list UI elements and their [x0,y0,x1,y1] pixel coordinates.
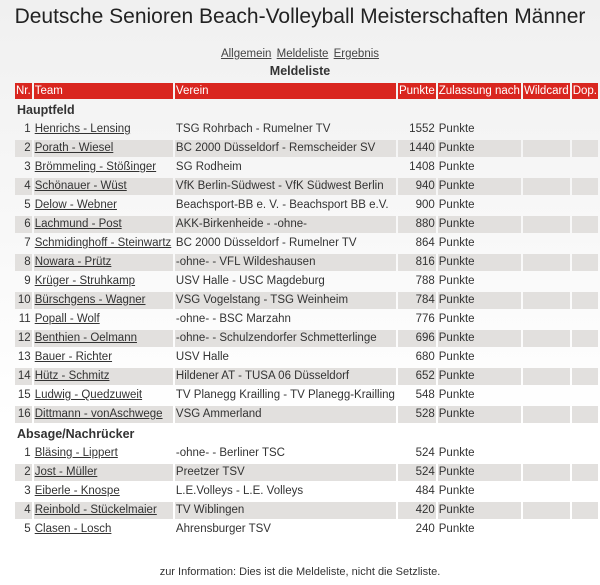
cell-zulassung: Punkte [438,330,521,347]
cell-dop [572,197,598,214]
cell-verein: Beachsport-BB e. V. - Beachsport BB e.V. [175,199,389,211]
cell-team [34,292,173,309]
cell-verein: BC 2000 Düsseldorf - Remscheider SV [175,140,396,157]
cell-punkte: 784 [398,292,436,309]
cell-punkte: 1552 [409,123,435,135]
col-header-punkte: Punkte [398,85,435,97]
cell-nr: 10 [15,292,32,309]
nav-link-allgemein[interactable]: Allgemein [220,48,272,60]
col-header-verein: Verein [175,83,396,99]
cell-wildcard [523,140,570,157]
cell-wildcard [523,216,570,233]
cell-verein: VfK Berlin-Südwest - VfK Südwest Berlin [175,178,396,195]
cell-team [34,273,173,290]
cell-punkte: 1440 [398,140,436,157]
team-link[interactable]: Delow - Webner [34,199,117,211]
table-row [15,368,598,385]
team-link[interactable]: Bauer - Richter [34,351,113,363]
table-row [15,235,598,252]
cell-verein: VSG Vogelstang - TSG Weinheim [175,292,396,309]
cell-team [34,197,173,214]
cell-nr: 4 [15,178,32,195]
nav-link-meldeliste[interactable]: Meldeliste [276,48,329,60]
cell-verein: USV Halle [175,351,229,363]
team-link[interactable]: Brömmeling - Stößinger [34,161,157,173]
cell-team [34,159,173,176]
cell-nr: 4 [15,502,32,519]
cell-punkte: 652 [398,368,436,385]
cell-nr: 15 [17,389,31,401]
cell-zulassung: Punkte [438,161,475,173]
cell-wildcard [523,121,570,138]
table-row [15,254,598,271]
cell-punkte: 900 [415,199,435,211]
cell-verein: Preetzer TSV [175,464,396,481]
team-link[interactable]: Schmidinghoff - Steinwartz [34,237,172,249]
cell-nr: 7 [24,237,31,249]
table-row [15,140,598,157]
cell-wildcard [523,483,570,500]
cell-nr: 8 [15,254,32,271]
nav-links [0,47,600,62]
cell-punkte: 864 [415,237,435,249]
cell-punkte: 240 [415,523,435,535]
cell-verein: Hildener AT - TUSA 06 Düsseldorf [175,368,396,385]
cell-dop [572,273,598,290]
cell-dop [572,159,598,176]
page-title: Deutsche Senioren Beach-Volleyball Meisterschaften Männer [14,5,586,28]
cell-team [34,178,173,195]
cell-nr: 9 [24,275,31,287]
cell-dop [572,121,598,138]
cell-nr: 14 [15,368,32,385]
cell-punkte: 524 [398,464,436,481]
table-row [15,216,598,233]
table-row [15,330,598,347]
team-link[interactable]: Ludwig - Quedzuweit [34,389,143,401]
cell-team [34,121,173,138]
cell-verein: USV Halle - USC Magdeburg [175,275,325,287]
col-header-wildcard: Wildcard [523,85,569,97]
table-row [15,121,598,138]
cell-wildcard [523,311,570,328]
cell-punkte: 548 [415,389,435,401]
team-link[interactable]: Eiberle - Knospe [34,485,120,497]
cell-dop [572,235,598,252]
cell-punkte: 1408 [409,161,435,173]
cell-verein: TV Planegg Krailling - TV Planegg-Krailling [175,389,395,401]
cell-nr: 3 [24,161,31,173]
table-row [15,464,598,481]
cell-dop [572,311,598,328]
cell-wildcard [523,387,570,404]
table-row [15,292,598,309]
cell-punkte: 776 [415,313,435,325]
cell-wildcard [523,521,570,538]
cell-dop [572,445,598,462]
cell-zulassung: Punkte [438,292,521,309]
section-title: Absage/Nachrücker [17,426,135,441]
cell-team [34,235,173,252]
table-row [15,273,598,290]
team-link[interactable]: Clasen - Losch [34,523,112,535]
team-link[interactable]: Henrichs - Lensing [34,123,131,135]
team-link[interactable]: Reinbold - Stückelmaier [34,504,157,516]
table-row [15,349,598,366]
cell-dop [572,216,598,233]
team-link[interactable]: Dittmann - vonAschwege [34,408,163,420]
cell-wildcard [523,445,570,462]
team-link[interactable]: Bürschgens - Wagner [34,294,146,306]
footer-note: zur Information: Dies ist die Meldeliste, nicht die Setzliste. [159,566,441,578]
cell-wildcard [523,159,570,176]
cell-zulassung: Punkte [438,178,521,195]
cell-dop [572,368,598,385]
cell-wildcard [523,197,570,214]
cell-team [34,483,173,500]
col-header-team: Team [34,83,173,99]
cell-wildcard [523,464,570,481]
cell-zulassung: Punkte [438,523,475,535]
cell-zulassung: Punkte [438,237,475,249]
cell-dop [572,349,598,366]
cell-punkte: 484 [415,485,435,497]
cell-dop [572,292,598,309]
cell-nr: 2 [15,464,32,481]
cell-dop [572,330,598,347]
table-row [15,311,598,328]
cell-nr: 16 [15,406,32,423]
cell-wildcard [523,292,570,309]
cell-zulassung: Punkte [438,464,521,481]
cell-nr: 5 [24,523,31,535]
cell-zulassung: Punkte [438,216,521,233]
cell-nr: 11 [18,313,31,325]
cell-team [34,330,173,347]
cell-zulassung: Punkte [438,123,475,135]
cell-team [34,254,173,271]
cell-wildcard [523,273,570,290]
cell-punkte: 940 [398,178,436,195]
cell-nr: 3 [24,485,31,497]
cell-team [34,502,173,519]
cell-dop [572,521,598,538]
cell-zulassung: Punkte [438,140,521,157]
cell-nr: 12 [15,330,32,347]
cell-team [34,216,173,233]
nav-link-ergebnis[interactable]: Ergebnis [333,48,380,60]
cell-dop [572,464,598,481]
table-row [15,406,598,423]
cell-wildcard [523,349,570,366]
cell-zulassung: Punkte [438,406,521,423]
cell-nr: 2 [15,140,32,157]
cell-verein: -ohne- - Schulzendorfer Schmetterlinge [175,330,396,347]
cell-team [34,406,173,423]
cell-team [34,464,173,481]
col-header-nr: Nr. [16,85,31,97]
cell-verein: TSG Rohrbach - Rumelner TV [175,123,331,135]
cell-nr: 1 [24,447,31,459]
cell-verein: L.E.Volleys - L.E. Volleys [175,485,304,497]
cell-verein: TV Wiblingen [175,502,396,519]
team-link[interactable]: Popall - Wolf [34,313,100,325]
cell-wildcard [523,178,570,195]
cell-zulassung: Punkte [438,351,475,363]
cell-team [34,349,173,366]
cell-verein: VSG Ammerland [175,406,396,423]
table-row [15,159,598,176]
cell-zulassung: Punkte [438,502,521,519]
cell-punkte: 524 [415,447,435,459]
cell-zulassung: Punkte [438,447,475,459]
cell-zulassung: Punkte [438,389,475,401]
cell-team [34,387,173,404]
cell-punkte: 880 [398,216,436,233]
cell-dop [572,502,598,519]
cell-zulassung: Punkte [438,254,521,271]
cell-punkte: 420 [398,502,436,519]
cell-team [34,140,173,157]
cell-zulassung: Punkte [438,275,475,287]
col-header-zulassung: Zulassung nach [438,85,520,97]
cell-punkte: 680 [415,351,435,363]
cell-zulassung: Punkte [438,368,521,385]
table-row [15,387,598,404]
cell-dop [572,406,598,423]
cell-zulassung: Punkte [438,485,475,497]
cell-team [34,445,173,462]
registration-table [13,81,600,540]
cell-zulassung: Punkte [438,313,475,325]
table-header-row [15,83,598,99]
cell-nr: 1 [24,123,31,135]
cell-wildcard [523,368,570,385]
cell-verein: -ohne- - BSC Marzahn [175,313,291,325]
team-link[interactable]: Nowara - Prütz [34,256,112,268]
cell-verein: AKK-Birkenheide - -ohne- [175,216,396,233]
section-title: Hauptfeld [17,102,75,117]
cell-dop [572,140,598,157]
cell-dop [572,483,598,500]
cell-zulassung: Punkte [438,199,475,211]
cell-team [34,368,173,385]
cell-dop [572,178,598,195]
team-link[interactable]: Hütz - Schmitz [34,370,110,382]
cell-nr: 13 [17,351,31,363]
cell-punkte: 788 [415,275,435,287]
cell-wildcard [523,254,570,271]
table-row [15,483,598,500]
cell-team [34,311,173,328]
cell-verein: Ahrensburger TSV [175,523,271,535]
cell-verein: BC 2000 Düsseldorf - Rumelner TV [175,237,357,249]
team-link[interactable]: Jost - Müller [34,466,98,478]
team-link[interactable]: Lachmund - Post [34,218,122,230]
team-link[interactable]: Bläsing - Lippert [34,447,118,459]
cell-wildcard [523,502,570,519]
table-row [15,178,598,195]
table-row [15,197,598,214]
col-header-dop: Dop. [572,85,597,97]
cell-wildcard [523,406,570,423]
team-link[interactable]: Porath - Wiesel [34,142,114,154]
section-header-row [15,425,598,443]
cell-dop [572,254,598,271]
team-link[interactable]: Benthien - Oelmann [34,332,137,344]
cell-nr: 5 [24,199,31,211]
cell-team [34,521,173,538]
cell-punkte: 816 [398,254,436,271]
cell-wildcard [523,330,570,347]
cell-dop [572,387,598,404]
cell-verein: SG Rodheim [175,161,242,173]
cell-punkte: 528 [398,406,436,423]
table-row [15,521,598,538]
cell-punkte: 696 [398,330,436,347]
cell-wildcard [523,235,570,252]
table-row [15,445,598,462]
cell-nr: 6 [15,216,32,233]
list-title: Meldeliste [269,64,331,78]
cell-verein: -ohne- - VFL Wildeshausen [175,254,396,271]
table-row [15,502,598,519]
cell-verein: -ohne- - Berliner TSC [175,447,285,459]
section-header-row [15,101,598,119]
team-link[interactable]: Krüger - Struhkamp [34,275,136,287]
team-link[interactable]: Schönauer - Wüst [34,180,127,192]
